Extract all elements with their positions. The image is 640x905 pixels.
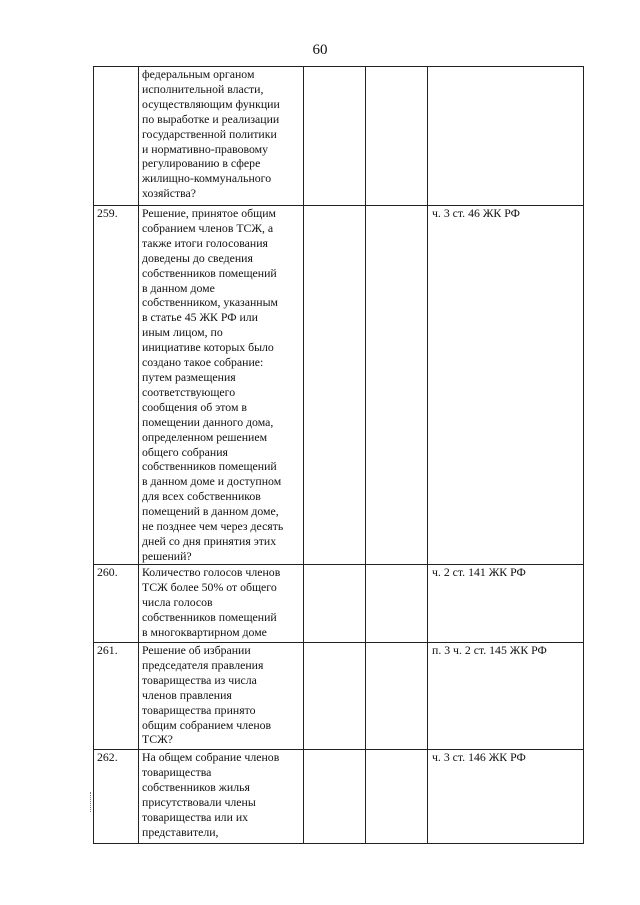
reference-cell [428,67,584,206]
question-text: Решение, принятое общим собранием членов ТСЖ, а также итоги голосования доведены до сведения собственников помещений в данном доме собственником, указанным в статье 45 ЖК РФ или иным лицом, по инициативе которых было создано такое собрание: путем размещения соответствующего сообщения об этом в помещении данного дома, определенном решением общего собрания собственников помещений в данном доме и доступном для всех собственников помещений в данном доме, не позднее чем через десять дней со дня принятия этих решений? [142,206,284,563]
reference-text: ч. 3 ст. 46 ЖК РФ [432,206,520,220]
empty-cell [366,206,428,565]
question-cell [139,206,304,565]
empty-cell [304,67,366,206]
row-number: 259. [94,206,139,565]
row-number: 261. [94,643,139,750]
empty-cell [366,67,428,206]
scan-margin-mark [90,792,93,812]
question-text: На общем собрание членов товарищества собственников жилья присутствовали члены товарищества или их представители, [142,750,280,839]
table-row [94,67,584,206]
page-number: 60 [312,42,328,58]
reference-text: ч. 3 ст. 146 ЖК РФ [432,750,526,764]
question-text: Количество голосов членов ТСЖ более 50% от общего числа голосов собственников помещений в многоквартирном доме [142,565,281,639]
reference-cell [428,750,584,844]
question-cell [139,643,304,750]
empty-cell [304,206,366,565]
empty-cell [366,750,428,844]
row-number: 260. [94,565,139,643]
row-number [94,67,139,206]
reference-text: ч. 2 ст. 141 ЖК РФ [432,565,526,579]
reference-cell [428,565,584,643]
reference-cell [428,206,584,565]
empty-cell [366,643,428,750]
question-cell [139,750,304,844]
reference-text: п. 3 ч. 2 ст. 145 ЖК РФ [432,643,547,657]
empty-cell [304,565,366,643]
question-text: федеральным органом исполнительной власти, осуществляющим функции по выработке и реализации государственной политики и нормативно-правовому регулированию в сфере жилищно-коммунального хозяйства? [142,67,280,201]
checklist-table [93,66,584,844]
question-cell [139,565,304,643]
question-cell [139,67,304,206]
empty-cell [304,750,366,844]
reference-cell [428,643,584,750]
empty-cell [366,565,428,643]
row-number: 262. [94,750,139,844]
empty-cell [304,643,366,750]
question-text: Решение об избрании председателя правления товарищества из числа членов правления товарищества принято общим собранием членов ТСЖ? [142,643,272,747]
table-row [94,565,584,643]
table-row [94,750,584,844]
table-row [94,643,584,750]
table-row [94,206,584,565]
